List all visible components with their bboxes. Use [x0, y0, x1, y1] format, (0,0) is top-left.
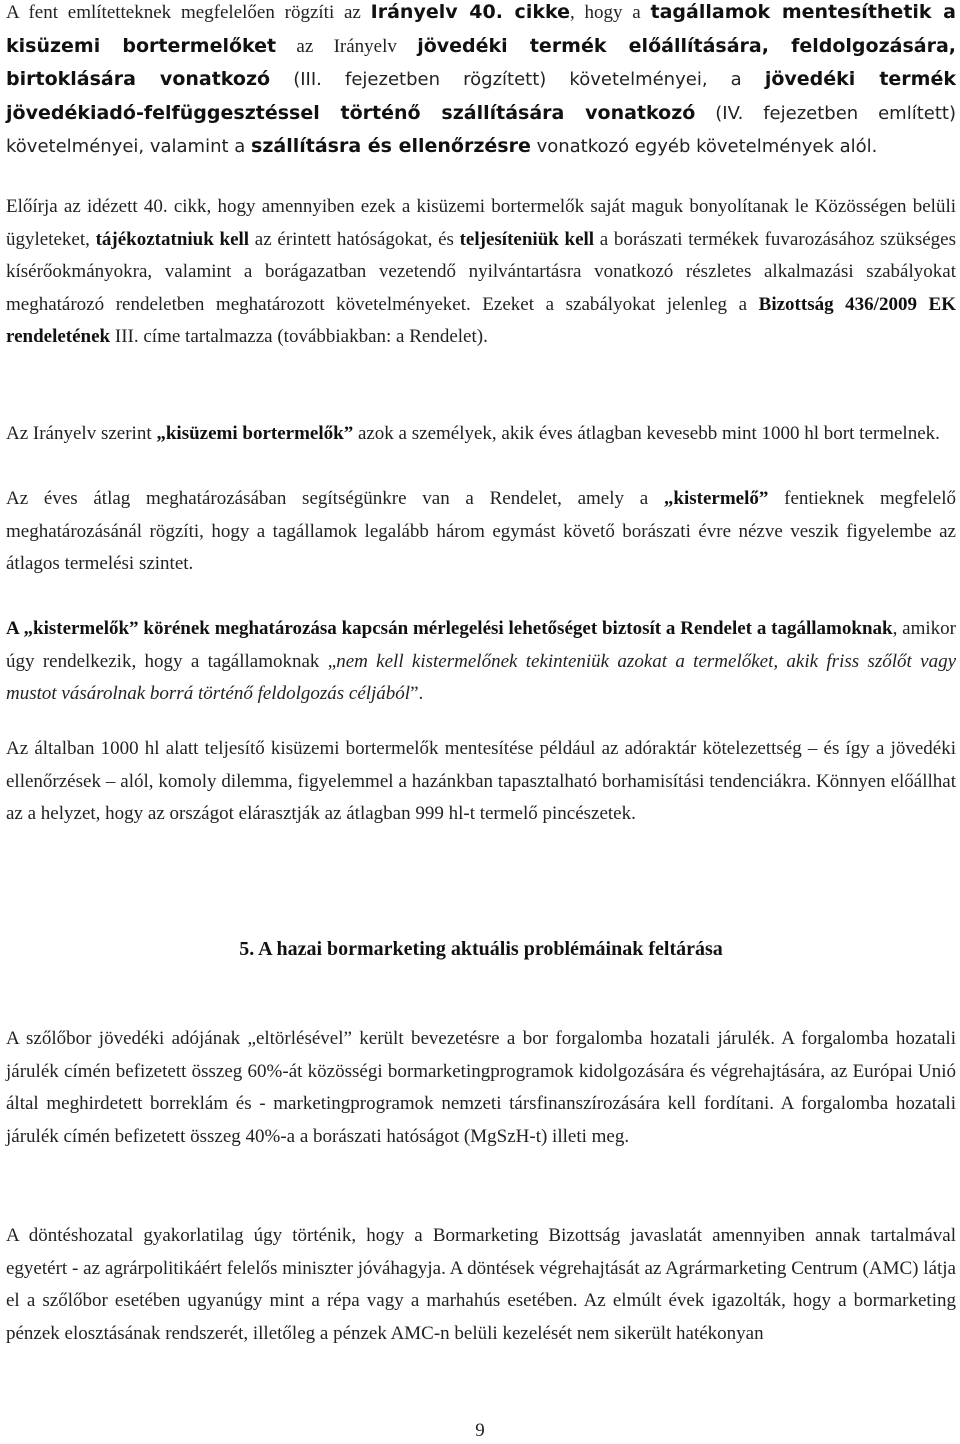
text-run: a borászati termékek fuvarozásához szükséges kísérőokmányokra, valamint a borágazatban vezetendő nyilvántartásra vonatkozó részletes alkalmazási szabályokat meghatározó rendeletben meghatározott követelményeket. Ezeket a szabályokat jelenleg a: [6, 228, 956, 315]
bold-run: jövedéki termék jövedékiadó-felfüggesztéssel történő szállítására vonatkozó: [6, 68, 956, 124]
text-run: Az Irányelv szerint: [6, 423, 157, 444]
bold-run: szállításra és ellenőrzésre: [251, 135, 531, 157]
text-run: A fent említetteknek megfelelően rögzíti az: [6, 2, 371, 23]
bold-run: Bizottság 436/2009 EK rendeletének: [6, 293, 957, 347]
bold-run: tagállamok mentesíthetik a kisüzemi bortermelőket: [6, 1, 957, 57]
bold-run: Irányelv 40. cikke: [370, 1, 570, 23]
text-run: (IV. fejezetben említett) követelményei, valamint a: [6, 102, 956, 157]
text-run: Az éves átlag meghatározásában segítségünkre van a Rendelet, amely a: [6, 488, 664, 509]
text-run: azok a személyek, akik éves átlagban kevesebb mint 1000 hl bort termelnek.: [353, 423, 940, 444]
text-run: , amikor úgy rendelkezik, hogy a tagállamoknak „: [6, 618, 956, 672]
bold-run: teljesíteniük kell: [459, 228, 595, 250]
text-run: vonatkozó egyéb követelmények alól.: [530, 136, 878, 157]
paragraph-levy: A szőlőbor jövedéki adójának „eltörlésével” került bevezetésre a bor forgalomba hozatali járulék. A forgalomba hozatali járulék címén befizetett összeg 60%-át közösségi bormarketingprogramok kidolgozására és végrehajtására, az Európai Unió által meghirdetett borreklám és - marketingprogramok nemzeti társfinanszírozására kell fordítani. A forgalomba hozatali járulék címén befizetett összeg 40%-a a borászati hatóságot (MgSzH-t) illeti meg.: [6, 1028, 956, 1147]
bold-run: tájékoztatniuk kell: [95, 228, 250, 250]
text-run: ”.: [410, 683, 424, 704]
paragraph-annual-average: [6, 483, 956, 581]
italic-run: nem kell kistermelőnek tekinteniük azokat a termelőket, akik friss szőlőt vagy mustot vásárolnak borrá történő feldolgozás céljából: [6, 650, 956, 704]
text-run: , hogy a: [569, 2, 651, 23]
paragraph-article-40: [6, 191, 956, 354]
section-heading: 5. A hazai bormarketing aktuális problémáinak feltárása: [239, 938, 723, 960]
paragraph-discretion: [6, 613, 956, 711]
paragraph-exemption: [6, 0, 956, 164]
bold-run: „kistermelő”: [663, 488, 769, 509]
paragraph-dilemma: Az általban 1000 hl alatt teljesítő kisüzemi bortermelők mentesítése például az adóraktár kötelezettség – és így a jövedéki ellenőrzések – alól, komoly dilemma, figyelemmel a hazánkban tapasztalható borhamisítási tendenciákra. Könnyen előállhat az a helyzet, hogy az országot elárasztják az átlagban 999 hl-t termelő pincészetek.: [6, 738, 956, 824]
bold-run: A „kistermelők” körének meghatározása kapcsán mérlegelési lehetőséget biztosít a Rendelet a tagállamoknak: [6, 618, 893, 639]
text-run: (III. fejezetben rögzített) követelményei, a: [270, 69, 765, 90]
paragraph-small-producers: [6, 418, 956, 451]
text-run: III. címe tartalmazza (továbbiakban: a Rendelet).: [110, 326, 488, 347]
text-run: fentieknek megfelelő meghatározásánál rögzíti, hogy a tagállamok legalább három egymást követő borászati évre nézve veszik figyelembe az átlagos termelési szintet.: [6, 488, 956, 574]
text-run: Előírja az idézett 40. cikk, hogy amennyiben ezek a kisüzemi bortermelők saját maguk bonyolítanak le Közösségen belüli ügyleteket,: [6, 196, 956, 250]
bold-run: jövedéki termék előállítására, feldolgozására, birtoklására vonatkozó: [6, 34, 956, 90]
paragraph-decision-making: A döntéshozatal gyakorlatilag úgy történik, hogy a Bormarketing Bizottság javaslatát amennyiben annak tartalmával egyetért - az agrárpolitikáért felelős miniszter jóváhagyja. A döntések végrehajtását az Agrármarketing Centrum (AMC) látja el a szőlőbor esetében ugyanúgy mint a répa vagy a marhahús esetében. Az elmúlt évek igazolták, hogy a bormarketing pénzek elosztásának rendszerét, illetőleg a pénzek AMC-n belüli kezelését nem sikerült hatékonyan: [6, 1225, 956, 1344]
page-number: 9: [475, 1420, 485, 1441]
text-run: az érintett hatóságokat, és: [249, 228, 460, 250]
bold-run: „kisüzemi bortermelők”: [156, 423, 354, 444]
text-run: az Irányelv: [276, 35, 418, 57]
